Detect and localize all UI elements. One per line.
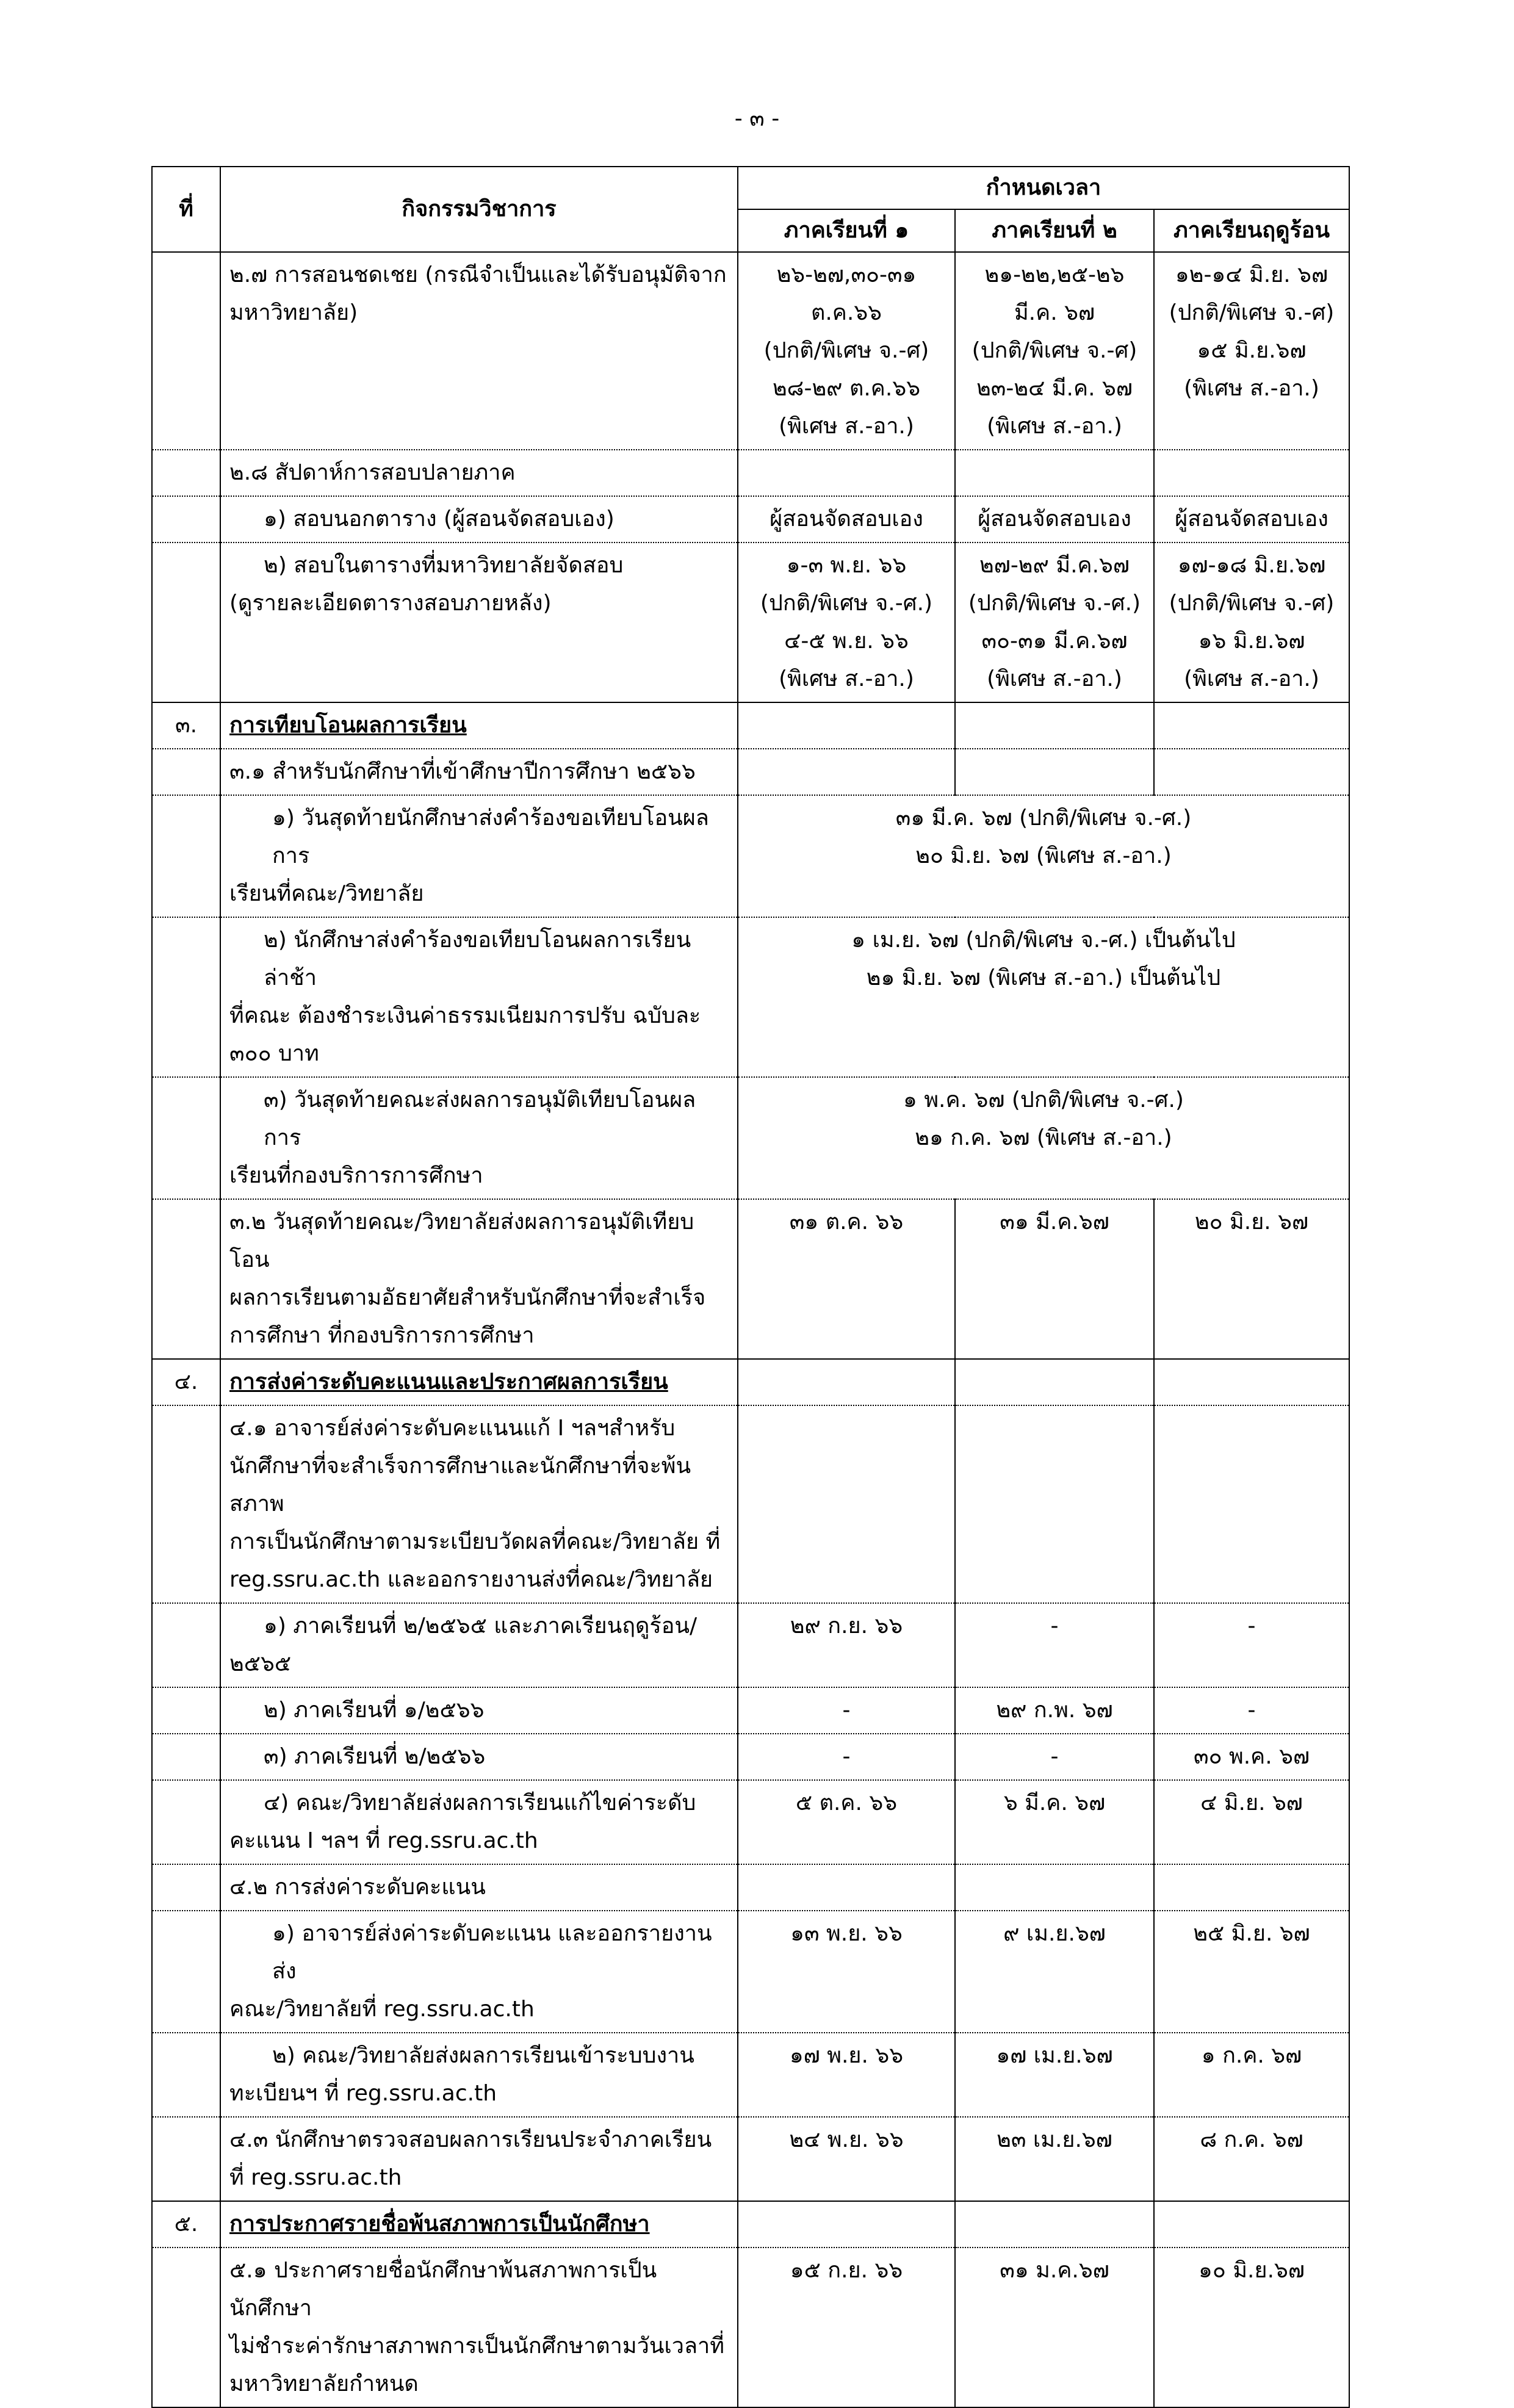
table-row	[152, 917, 1349, 1077]
term2-cell: ๙ เม.ย.๖๗	[955, 1911, 1154, 2033]
term1-cell: ๒๖-๒๗,๓๐-๓๑ ต.ค.๖๖ (ปกติ/พิเศษ จ.-ศ) ๒๘-๒๙ ต.ค.๖๖ (พิเศษ ส.-อา.)	[738, 252, 955, 450]
activity-cell: ๑) สอบนอกตาราง (ผู้สอนจัดสอบเอง)	[220, 496, 738, 543]
term2-cell: ๓๑ ม.ค.๖๗	[955, 2248, 1154, 2407]
table-row	[152, 1911, 1349, 2033]
summer-cell: -	[1154, 1603, 1349, 1687]
activity-cell: ๓.๒ วันสุดท้ายคณะ/วิทยาลัยส่งผลการอนุมัติเทียบโอน ผลการเรียนตามอัธยาศัยสำหรับนักศึกษาที่จะสำเร็จ การศึกษา ที่กองบริการการศึกษา	[220, 1199, 738, 1359]
table-row	[152, 1405, 1349, 1603]
table-row	[152, 2117, 1349, 2201]
activity-cell: ๔) คณะ/วิทยาลัยส่งผลการเรียนแก้ไขค่าระดับ คะแนน I ฯลฯ ที่ reg.ssru.ac.th	[220, 1780, 738, 1864]
activity-cell: ๒.๘ สัปดาห์การสอบปลายภาค	[220, 450, 738, 496]
term1-cell: ๑๓ พ.ย. ๖๖	[738, 1911, 955, 2033]
term1-cell: ๓๑ ต.ค. ๖๖	[738, 1199, 955, 1359]
section-number: ๕.	[152, 2201, 220, 2248]
table-row	[152, 1734, 1349, 1780]
term1-cell: ๒๔ พ.ย. ๖๖	[738, 2117, 955, 2201]
summer-cell: ๑ ก.ค. ๖๗	[1154, 2033, 1349, 2117]
summer-cell: ๑๗-๑๘ มิ.ย.๖๗ (ปกติ/พิเศษ จ.-ศ) ๑๖ มิ.ย.๖๗ (พิเศษ ส.-อา.)	[1154, 543, 1349, 702]
summer-cell: -	[1154, 1687, 1349, 1734]
summer-cell: ๒๐ มิ.ย. ๖๗	[1154, 1199, 1349, 1359]
header-no: ที่	[152, 167, 220, 252]
header-schedule: กำหนดเวลา	[738, 167, 1349, 209]
section-title: การเทียบโอนผลการเรียน	[220, 702, 738, 749]
term2-cell: ๑๗ เม.ย.๖๗	[955, 2033, 1154, 2117]
activity-cell: ๔.๒ การส่งค่าระดับคะแนน	[220, 1864, 738, 1911]
table-row	[152, 795, 1349, 917]
table-row	[152, 1199, 1349, 1359]
table-row	[152, 1687, 1349, 1734]
activity-cell: ๕.๑ ประกาศรายชื่อนักศึกษาพ้นสภาพการเป็นนักศึกษา ไม่ชำระค่ารักษาสภาพการเป็นนักศึกษาตามวันเวลาที่ มหาวิทยาลัยกำหนด	[220, 2248, 738, 2407]
summer-cell: ๘ ก.ค. ๖๗	[1154, 2117, 1349, 2201]
all-terms-cell: ๑ เม.ย. ๖๗ (ปกติ/พิเศษ จ.-ศ.) เป็นต้นไป ๒๑ มิ.ย. ๖๗ (พิเศษ ส.-อา.) เป็นต้นไป	[738, 917, 1349, 1077]
activity-cell: ๓.๑ สำหรับนักศึกษาที่เข้าศึกษาปีการศึกษา ๒๕๖๖	[220, 749, 738, 795]
page-number: - ๓ -	[734, 106, 780, 131]
activity-cell: ๒) สอบในตารางที่มหาวิทยาลัยจัดสอบ (ดูรายละเอียดตารางสอบภายหลัง)	[220, 543, 738, 702]
summer-cell: ๒๕ มิ.ย. ๖๗	[1154, 1911, 1349, 2033]
table-row	[152, 1780, 1349, 1864]
activity-cell: ๑) อาจารย์ส่งค่าระดับคะแนน และออกรายงานส่ง คณะ/วิทยาลัยที่ reg.ssru.ac.th	[220, 1911, 738, 2033]
section-row	[152, 1359, 1349, 1405]
table-row	[152, 1077, 1349, 1199]
summer-cell: ๔ มิ.ย. ๖๗	[1154, 1780, 1349, 1864]
term1-cell: ๒๙ ก.ย. ๖๖	[738, 1603, 955, 1687]
summer-cell: ๓๐ พ.ค. ๖๗	[1154, 1734, 1349, 1780]
table-row	[152, 1864, 1349, 1911]
header-term1: ภาคเรียนที่ ๑	[738, 209, 955, 252]
term1-cell: ๑๗ พ.ย. ๖๖	[738, 2033, 955, 2117]
table-row	[152, 450, 1349, 496]
table-row	[152, 252, 1349, 450]
activity-cell: ๓) วันสุดท้ายคณะส่งผลการอนุมัติเทียบโอนผลการ เรียนที่กองบริการการศึกษา	[220, 1077, 738, 1199]
section-number: ๓.	[152, 702, 220, 749]
all-terms-cell: ๑ พ.ค. ๖๗ (ปกติ/พิเศษ จ.-ศ.) ๒๑ ก.ค. ๖๗ (พิเศษ ส.-อา.)	[738, 1077, 1349, 1199]
table-row	[152, 1603, 1349, 1687]
table-row	[152, 2248, 1349, 2407]
table-row	[152, 749, 1349, 795]
term2-cell: ๒๙ ก.พ. ๖๗	[955, 1687, 1154, 1734]
term2-cell: ผู้สอนจัดสอบเอง	[955, 496, 1154, 543]
activity-cell: ๑) วันสุดท้ายนักศึกษาส่งคำร้องขอเทียบโอนผลการ เรียนที่คณะ/วิทยาลัย	[220, 795, 738, 917]
activity-cell: ๓) ภาคเรียนที่ ๒/๒๕๖๖	[220, 1734, 738, 1780]
term2-cell: ๓๑ มี.ค.๖๗	[955, 1199, 1154, 1359]
activity-cell: ๒) นักศึกษาส่งคำร้องขอเทียบโอนผลการเรียนล่าช้า ที่คณะ ต้องชำระเงินค่าธรรมเนียมการปรับ ฉบับละ ๓๐๐ บาท	[220, 917, 738, 1077]
activity-cell: ๒) ภาคเรียนที่ ๑/๒๕๖๖	[220, 1687, 738, 1734]
term1-cell: -	[738, 1687, 955, 1734]
activity-cell: ๔.๑ อาจารย์ส่งค่าระดับคะแนนแก้ I ฯลฯสำหรับ นักศึกษาที่จะสำเร็จการศึกษาและนักศึกษาที่จะพ้นสภาพ การเป็นนักศึกษาตามระเบียบวัดผลที่คณะ/วิทยาลัย ที่ reg.ssru.ac.th และออกรายงานส่งที่คณะ/วิทยาลัย	[220, 1405, 738, 1603]
header-summer: ภาคเรียนฤดูร้อน	[1154, 209, 1349, 252]
summer-cell: ๑๒-๑๔ มิ.ย. ๖๗ (ปกติ/พิเศษ จ.-ศ) ๑๕ มิ.ย.๖๗ (พิเศษ ส.-อา.)	[1154, 252, 1349, 450]
section-title: การประกาศรายชื่อพ้นสภาพการเป็นนักศึกษา	[220, 2201, 738, 2248]
section-row	[152, 2201, 1349, 2248]
term1-cell: ๑-๓ พ.ย. ๖๖ (ปกติ/พิเศษ จ.-ศ.) ๔-๕ พ.ย. ๖๖ (พิเศษ ส.-อา.)	[738, 543, 955, 702]
table-row	[152, 496, 1349, 543]
term1-cell: -	[738, 1734, 955, 1780]
term1-cell: ผู้สอนจัดสอบเอง	[738, 496, 955, 543]
term1-cell: ๑๕ ก.ย. ๖๖	[738, 2248, 955, 2407]
term2-cell: ๒๓ เม.ย.๖๗	[955, 2117, 1154, 2201]
activity-cell: ๑) ภาคเรียนที่ ๒/๒๕๖๕ และภาคเรียนฤดูร้อน/ ๒๕๖๕	[220, 1603, 738, 1687]
table-row	[152, 2033, 1349, 2117]
header-term2: ภาคเรียนที่ ๒	[955, 209, 1154, 252]
summer-cell: ผู้สอนจัดสอบเอง	[1154, 496, 1349, 543]
table-row	[152, 543, 1349, 702]
schedule-table	[151, 166, 1350, 2408]
activity-cell: ๔.๓ นักศึกษาตรวจสอบผลการเรียนประจำภาคเรียน ที่ reg.ssru.ac.th	[220, 2117, 738, 2201]
term2-cell: ๒๑-๒๒,๒๕-๒๖ มี.ค. ๖๗ (ปกติ/พิเศษ จ.-ศ) ๒๓-๒๔ มี.ค. ๖๗ (พิเศษ ส.-อา.)	[955, 252, 1154, 450]
term2-cell: ๒๗-๒๙ มี.ค.๖๗ (ปกติ/พิเศษ จ.-ศ.) ๓๐-๓๑ มี.ค.๖๗ (พิเศษ ส.-อา.)	[955, 543, 1154, 702]
all-terms-cell: ๓๑ มี.ค. ๖๗ (ปกติ/พิเศษ จ.-ศ.) ๒๐ มิ.ย. ๖๗ (พิเศษ ส.-อา.)	[738, 795, 1349, 917]
activity-cell: ๒) คณะ/วิทยาลัยส่งผลการเรียนเข้าระบบงาน ทะเบียนฯ ที่ reg.ssru.ac.th	[220, 2033, 738, 2117]
header-activity: กิจกรรมวิชาการ	[220, 167, 738, 252]
activity-cell: ๒.๗ การสอนชดเชย (กรณีจำเป็นและได้รับอนุมัติจาก มหาวิทยาลัย)	[220, 252, 738, 450]
section-row	[152, 702, 1349, 749]
section-number: ๔.	[152, 1359, 220, 1405]
term1-cell: ๕ ต.ค. ๖๖	[738, 1780, 955, 1864]
section-title: การส่งค่าระดับคะแนนและประกาศผลการเรียน	[220, 1359, 738, 1405]
term2-cell: -	[955, 1734, 1154, 1780]
term2-cell: ๖ มี.ค. ๖๗	[955, 1780, 1154, 1864]
summer-cell: ๑๐ มิ.ย.๖๗	[1154, 2248, 1349, 2407]
term2-cell: -	[955, 1603, 1154, 1687]
